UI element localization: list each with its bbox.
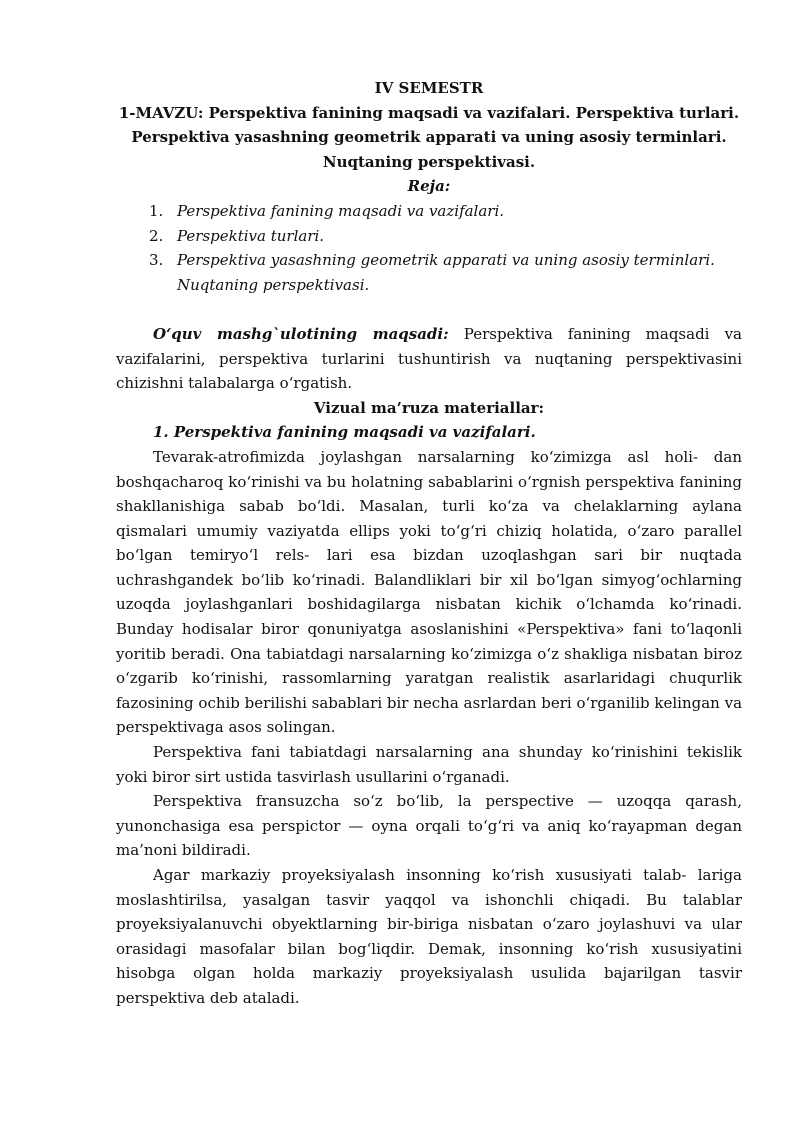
plan-item-number: 3. (149, 251, 164, 270)
body-paragraph: Agar markaziy proyeksiyalash insonning ko‘rish xususiyati talab- lariga moslashtirilsa, yasalgan tasvir yaqqol va ishonchli chiqadi. Bu talablar proyeksiyalanuvchi obyektlarning bir-biriga nisbatan o‘zaro joylashuvi va ular orasidagi masofalar bilan bog‘liqdir. Demak, insonning ko‘rish xususiyatini hisobga olgan holda markaziy proyeksiyalash usulida bajarilgan tasvir perspektiva deb ataladi. (116, 866, 742, 1007)
plan-item-text: Perspektiva turlari. (177, 226, 325, 245)
lesson-goal-text: Perspektiva fanining maqsadi va vazifalarini, perspektiva turlarini tushuntirish va nuqtaning perspektivasini chizishni talabalarga o‘rgatish. (116, 324, 742, 393)
plan-item-number: 2. (149, 226, 164, 245)
plan-list (116, 199, 742, 297)
semester-title: IV SEMESTR (374, 79, 484, 97)
topic-title-line-2: Perspektiva yasashning geometrik apparati va uning asosiy terminlari. (131, 128, 727, 147)
body-paragraph: Tevarak-atrofimizda joylashgan narsalarning ko‘zimizga asl holi- dan boshqacharoq ko‘rinishi va bu holatning sabablarini o‘rgnish perspektiva fanining shakllanishiga sabab bo‘ldi. Masalan, turli ko‘za va chelaklarning aylana qismalari umumiy vaziyatda ellips yoki to‘g‘ri chiziq holatida, o‘zaro parallel bo‘lgan temiryo‘l rels- lari esa bizdan uzoqlashgan sari bir nuqtada uchrashgandek bo‘lib ko‘rinadi. Balandliklari bir xil bo‘lgan simyog‘ochlarning uzoqda joylashganlari boshidagilarga nisbatan kichik o‘lchamda ko‘rinadi. Bunday hodisalar biror qonuniyatga asoslanishini «Perspektiva» fani to‘laqonli yoritib beradi. Ona tabiatdagi narsalarning ko‘zimizga o‘z shakliga nisbatan biroz o‘zgarib ko‘rinishi, rassomlarning yaratgan realistik asarlaridagi chuqurlik fazosining ochib berilishi sabablari bir necha asrlardan beri o‘rganilib kelingan va perspektivaga asos solingan. (116, 447, 743, 737)
body-paragraph: Perspektiva fransuzcha so‘z bo‘lib, la perspective — uzoqqa qarash, yunonchasiga esa perspictor — oyna orqali to‘g‘ri va aniq ko‘rayapman degan ma’noni bildiradi. (116, 792, 742, 860)
plan-item-number: 1. (149, 201, 164, 220)
plan-item (116, 224, 742, 249)
visual-materials-title: Vizual ma’ruza materiallar: (313, 398, 545, 417)
plan-item-text: Perspektiva yasashning geometrik apparati va uning asosiy terminlari. Nuqtaning perspektivasi. (177, 251, 715, 294)
lesson-goal-paragraph (116, 322, 742, 396)
body-paragraph: Perspektiva fani tabiatdagi narsalarning ana shunday ko‘rinishini tekislik yoki biror sirt ustida tasvirlash usullarini o‘rganadi. (116, 743, 742, 786)
plan-item (116, 199, 742, 224)
section-heading: 1. Perspektiva fanining maqsadi va vazifalari. (153, 423, 536, 442)
topic-title-line-1: 1-MAVZU: Perspektiva fanining maqsadi va vazifalari. Perspektiva turlari. (118, 103, 740, 122)
plan-item-text: Perspektiva fanining maqsadi va vazifalari. (177, 201, 505, 220)
plan-item (116, 248, 742, 297)
topic-title-line-3: Nuqtaning perspektivasi. (322, 152, 536, 171)
blank-line (116, 297, 742, 322)
lesson-goal-label: O‘quv mashg`ulotining maqsadi: (153, 324, 449, 343)
plan-title: Reja: (407, 177, 451, 196)
document-content (116, 76, 742, 1011)
